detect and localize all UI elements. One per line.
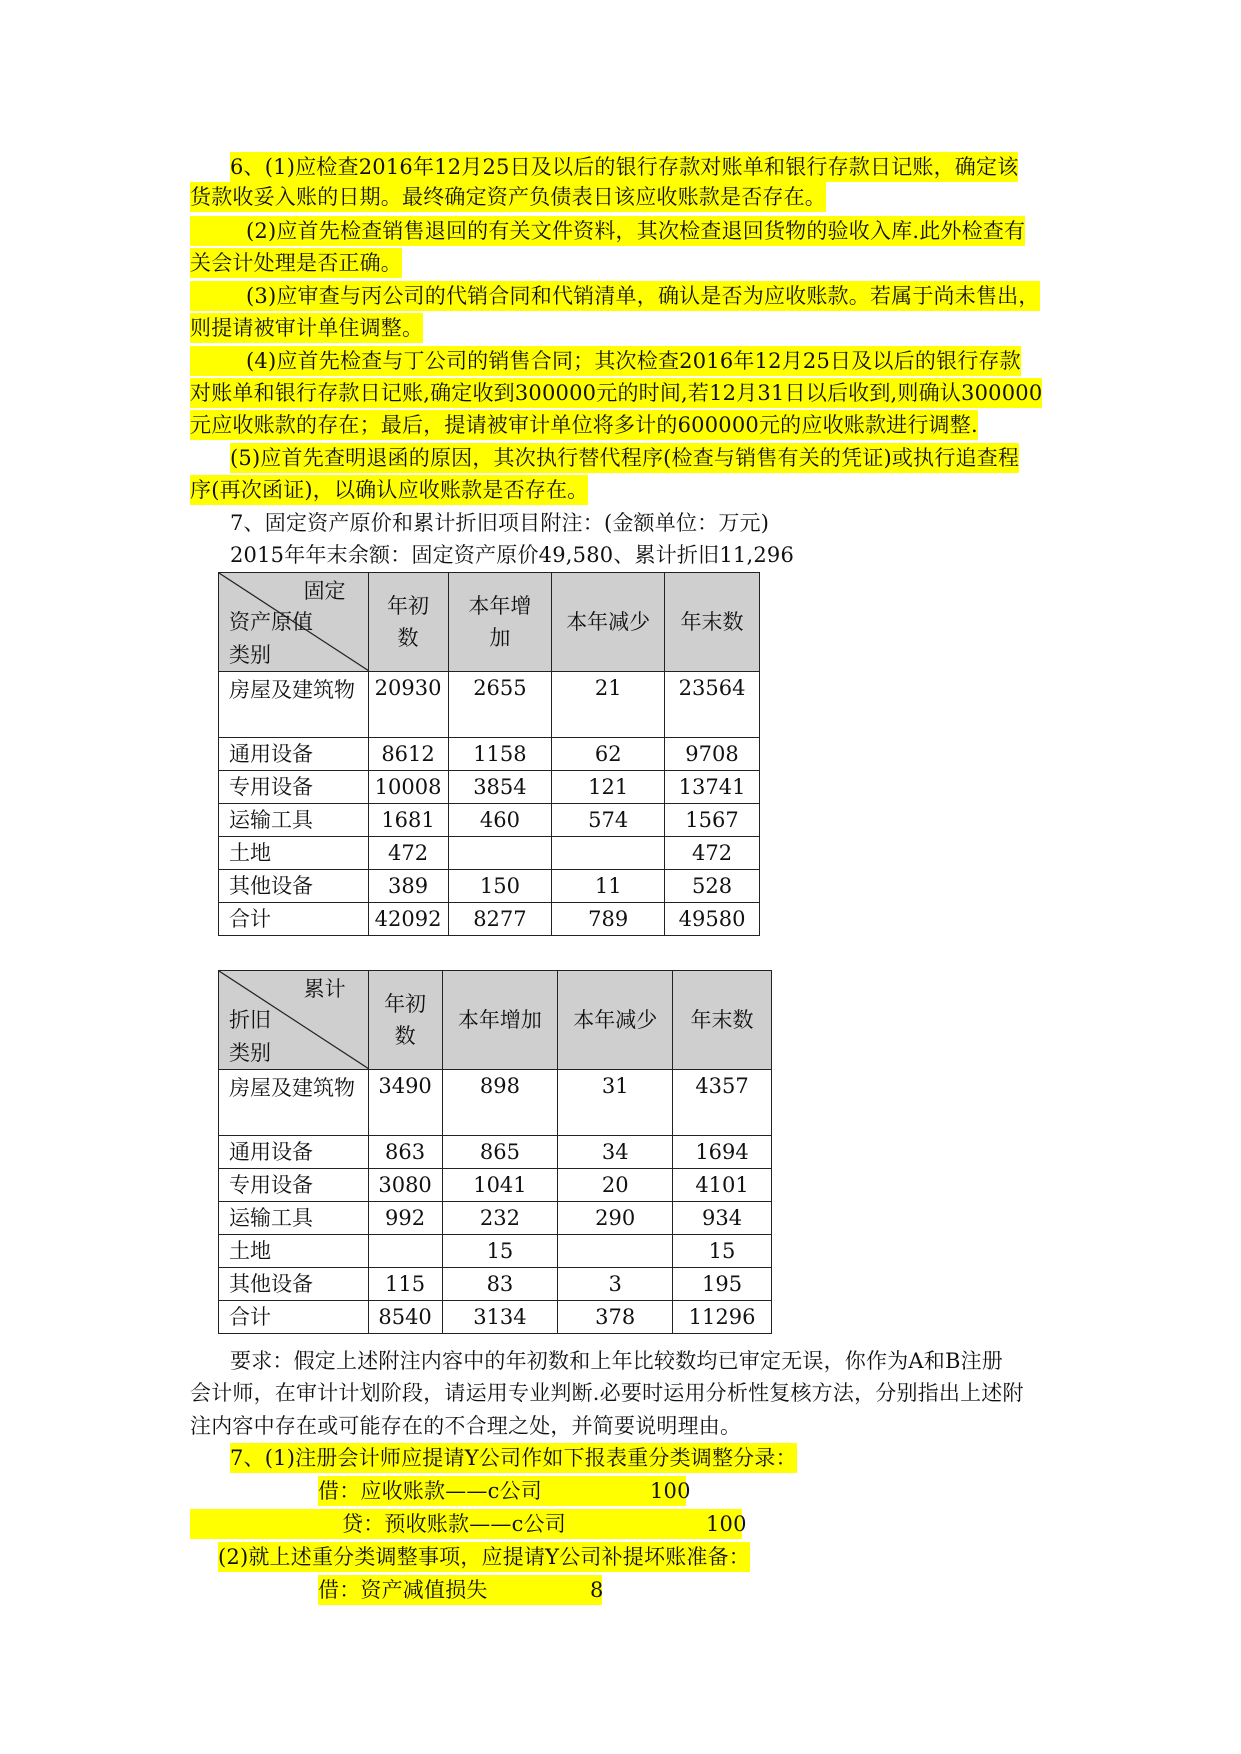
- cell-decrease: 62: [552, 738, 665, 771]
- cell-opening: 992: [368, 1202, 442, 1235]
- cell-increase: 83: [442, 1268, 558, 1301]
- cell-decrease: 11: [552, 870, 665, 903]
- cell-decrease: 378: [558, 1301, 673, 1334]
- cell-decrease: 121: [552, 771, 665, 804]
- journal-debit-2: 借：资产减值损失: [318, 1578, 488, 1602]
- table-row-total: [219, 1301, 772, 1334]
- answer6-line-11: 序(再次函证)，以确认应收账款是否存在。: [190, 475, 588, 505]
- cell-decrease: 31: [558, 1070, 673, 1136]
- cell-opening: 3080: [368, 1169, 442, 1202]
- answer6-line-3: (2)应首先检查销售退回的有关文件资料，其次检查退回货物的验收入库.此外检查有: [246, 216, 1025, 246]
- cell-closing: 49580: [665, 903, 760, 936]
- cell-closing: 11296: [673, 1301, 772, 1334]
- cell-decrease: [558, 1235, 673, 1268]
- cell-closing: 1694: [673, 1136, 772, 1169]
- answer7-line-1: 7、(1)注册会计师应提请Y公司作如下报表重分类调整分录：: [230, 1443, 797, 1473]
- row-category: 房屋及建筑物: [219, 672, 369, 738]
- table-row: [219, 1169, 772, 1202]
- row-category: 合计: [219, 1301, 369, 1334]
- cell-increase: 1158: [448, 738, 552, 771]
- row-category: 专用设备: [219, 1169, 369, 1202]
- cell-closing: 15: [673, 1235, 772, 1268]
- row-category: 其他设备: [219, 870, 369, 903]
- cell-closing: 4101: [673, 1169, 772, 1202]
- cell-closing: 528: [665, 870, 760, 903]
- table-row: [219, 1070, 772, 1136]
- cell-closing: 13741: [665, 771, 760, 804]
- accumulated-depreciation-table: [218, 970, 772, 1334]
- row-category: 专用设备: [219, 771, 369, 804]
- answer6-line-1: 6、(1)应检查2016年12月25日及以后的银行存款对账单和银行存款日记账，确定该: [230, 152, 1018, 182]
- journal-credit-1-amount: 100: [706, 1512, 747, 1536]
- cell-opening: 389: [368, 870, 448, 903]
- cell-opening: 115: [368, 1268, 442, 1301]
- cell-decrease: 21: [552, 672, 665, 738]
- row-category: 房屋及建筑物: [219, 1070, 369, 1136]
- col-header-closing: 年末数: [673, 971, 772, 1070]
- highlight-indent: [190, 216, 246, 246]
- cell-opening: 8540: [368, 1301, 442, 1334]
- col-header-increase: 本年增加: [442, 971, 558, 1070]
- table-row: [219, 738, 760, 771]
- cell-increase: 8277: [448, 903, 552, 936]
- table2-corner-header: [219, 971, 369, 1070]
- cell-increase: 460: [448, 804, 552, 837]
- cell-increase: 3854: [448, 771, 552, 804]
- cell-increase: 232: [442, 1202, 558, 1235]
- requirement-line-2: 会计师，在审计计划阶段，请运用专业判断.必要时运用分析性复核方法，分别指出上述附: [190, 1381, 1024, 1405]
- cell-decrease: 290: [558, 1202, 673, 1235]
- cell-opening: 1681: [368, 804, 448, 837]
- col-header-closing: 年末数: [665, 573, 760, 672]
- corner-bottom-label: 类别: [229, 1041, 271, 1065]
- cell-decrease: [552, 837, 665, 870]
- cell-decrease: 789: [552, 903, 665, 936]
- cell-increase: 3134: [442, 1301, 558, 1334]
- cell-increase: 15: [442, 1235, 558, 1268]
- cell-closing: 472: [665, 837, 760, 870]
- table-row: [219, 804, 760, 837]
- cell-decrease: 34: [558, 1136, 673, 1169]
- col-header-decrease: 本年减少: [552, 573, 665, 672]
- row-category: 合计: [219, 903, 369, 936]
- highlight-indent: [190, 281, 246, 311]
- requirement-line-1: 要求：假定上述附注内容中的年初数和上年比较数均已审定无误，你作为A和B注册: [230, 1349, 1003, 1373]
- cell-opening: 8612: [368, 738, 448, 771]
- cell-opening: 3490: [368, 1070, 442, 1136]
- answer6-line-10: (5)应首先查明退函的原因，其次执行替代程序(检查与销售有关的凭证)或执行追查程: [230, 443, 1019, 473]
- col-header-opening: 年初 数: [368, 971, 442, 1070]
- cell-decrease: 20: [558, 1169, 673, 1202]
- table-row: [219, 870, 760, 903]
- cell-closing: 195: [673, 1268, 772, 1301]
- cell-increase: 1041: [442, 1169, 558, 1202]
- fixed-asset-cost-table: [218, 572, 760, 936]
- corner-bottom-label: 类别: [229, 643, 271, 667]
- table-row-total: [219, 903, 760, 936]
- table-row: [219, 1202, 772, 1235]
- col-header-opening: 年初 数: [368, 573, 448, 672]
- answer6-line-7: (4)应首先检查与丁公司的销售合同；其次检查2016年12月25日及以后的银行存款: [246, 346, 1021, 376]
- question7-title: 7、固定资产原价和累计折旧项目附注：(金额单位：万元): [230, 511, 770, 535]
- answer6-line-6: 则提请被审计单住调整。: [190, 313, 423, 343]
- cell-opening: 42092: [368, 903, 448, 936]
- answer6-line-8: 对账单和银行存款日记账,确定收到300000元的时间,若12月31日以后收到,则确认300000: [190, 378, 1042, 408]
- cell-opening: [368, 1235, 442, 1268]
- table-row: [219, 837, 760, 870]
- table-row: [219, 672, 760, 738]
- answer6-line-4: 关会计处理是否正确。: [190, 248, 402, 278]
- cell-closing: 23564: [665, 672, 760, 738]
- cell-closing: 934: [673, 1202, 772, 1235]
- row-category: 运输工具: [219, 804, 369, 837]
- answer6-line-2: 货款收妥入账的日期。最终确定资产负债表日该应收账款是否存在。: [190, 182, 826, 212]
- cell-closing: 1567: [665, 804, 760, 837]
- cell-opening: 863: [368, 1136, 442, 1169]
- journal-credit-1: 贷：预收账款——c公司: [342, 1512, 566, 1536]
- journal-debit-2-amount: 8: [590, 1578, 604, 1602]
- row-category: 通用设备: [219, 738, 369, 771]
- corner-top-label: 固定: [303, 579, 346, 603]
- cell-decrease: 574: [552, 804, 665, 837]
- cell-increase: 2655: [448, 672, 552, 738]
- cell-opening: 20930: [368, 672, 448, 738]
- requirement-line-3: 注内容中存在或可能存在的不合理之处，并简要说明理由。: [190, 1414, 742, 1438]
- row-category: 土地: [219, 1235, 369, 1268]
- corner-mid-label: 资产原值: [229, 610, 313, 634]
- journal-debit-1: 借：应收账款——c公司: [318, 1479, 542, 1503]
- corner-mid-label: 折旧: [229, 1008, 271, 1032]
- cell-opening: 472: [368, 837, 448, 870]
- highlight-indent: [190, 346, 246, 376]
- cell-increase: 898: [442, 1070, 558, 1136]
- answer6-line-5: (3)应审查与丙公司的代销合同和代销清单，确认是否为应收账款。若属于尚未售出，: [246, 281, 1040, 311]
- table-row: [219, 1136, 772, 1169]
- answer6-line-9: 元应收账款的存在；最后，提请被审计单位将多计的600000元的应收账款进行调整.: [190, 410, 978, 440]
- row-category: 其他设备: [219, 1268, 369, 1301]
- cell-decrease: 3: [558, 1268, 673, 1301]
- table-row: [219, 771, 760, 804]
- cell-opening: 10008: [368, 771, 448, 804]
- table1-corner-header: [219, 573, 369, 672]
- cell-increase: 150: [448, 870, 552, 903]
- journal-debit-1-amount: 100: [650, 1479, 691, 1503]
- answer7-line-4: (2)就上述重分类调整事项，应提请Y公司补提坏账准备：: [218, 1542, 750, 1572]
- cell-increase: 865: [442, 1136, 558, 1169]
- cell-increase: [448, 837, 552, 870]
- col-header-decrease: 本年减少: [558, 971, 673, 1070]
- row-category: 土地: [219, 837, 369, 870]
- table-row: [219, 1268, 772, 1301]
- row-category: 通用设备: [219, 1136, 369, 1169]
- col-header-increase: 本年增 加: [448, 573, 552, 672]
- cell-closing: 4357: [673, 1070, 772, 1136]
- question7-balance: 2015年年末余额：固定资产原价49,580、累计折旧11,296: [230, 543, 795, 567]
- row-category: 运输工具: [219, 1202, 369, 1235]
- table-row: [219, 1235, 772, 1268]
- cell-closing: 9708: [665, 738, 760, 771]
- corner-top-label: 累计: [303, 977, 346, 1001]
